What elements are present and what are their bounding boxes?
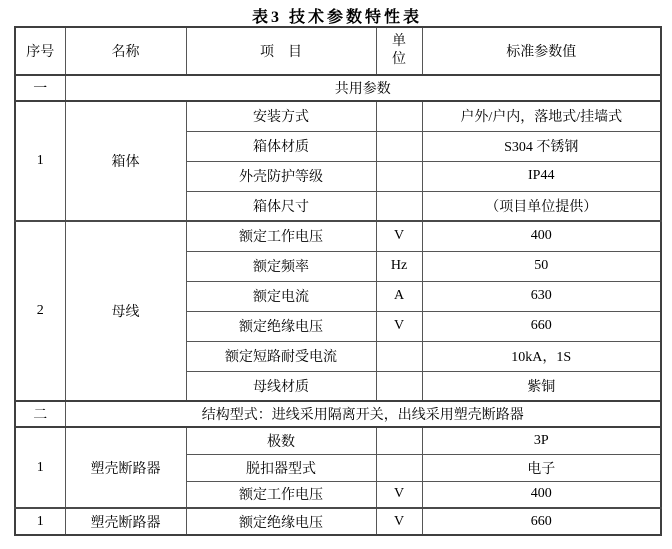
header-cell-name: 名称 bbox=[65, 27, 186, 75]
cell-unit: V bbox=[376, 481, 422, 508]
cell-unit bbox=[376, 161, 422, 191]
header-cell-unit bbox=[376, 27, 422, 75]
cell-item: 极数 bbox=[186, 427, 376, 454]
group1-no: 1 bbox=[15, 101, 65, 221]
cell-unit bbox=[376, 341, 422, 371]
cell-item: 额定工作电压 bbox=[186, 481, 376, 508]
group1-name: 箱体 bbox=[65, 101, 186, 221]
section1-label: 共用参数 bbox=[65, 75, 661, 101]
cell-value: 400 bbox=[422, 221, 661, 251]
cell-item: 额定电流 bbox=[186, 281, 376, 311]
cell-item: 箱体材质 bbox=[186, 131, 376, 161]
group3-no: 1 bbox=[15, 427, 65, 508]
table-title: 表3 技术参数特性表 bbox=[251, 9, 422, 26]
cell-value: IP44 bbox=[422, 161, 661, 191]
cell-value: 电子 bbox=[422, 454, 661, 481]
cell-unit bbox=[376, 427, 422, 454]
group2-name: 母线 bbox=[65, 221, 186, 401]
table-row bbox=[15, 101, 661, 131]
cell-value: 660 bbox=[422, 311, 661, 341]
cell-value: 3P bbox=[422, 427, 661, 454]
section1-no: 一 bbox=[15, 75, 65, 101]
cell-unit bbox=[376, 131, 422, 161]
cell-value: 户外/户内，落地式/挂墙式 bbox=[422, 101, 661, 131]
cell-value: 50 bbox=[422, 251, 661, 281]
cell-value: 10kA，1S bbox=[422, 341, 661, 371]
cell-unit bbox=[376, 101, 422, 131]
header-cell-no: 序号 bbox=[15, 27, 65, 75]
cell-item: 箱体尺寸 bbox=[186, 191, 376, 221]
table-row bbox=[15, 427, 661, 454]
cell-value: 630 bbox=[422, 281, 661, 311]
group4-no: 1 bbox=[15, 508, 65, 535]
cell-item: 安装方式 bbox=[186, 101, 376, 131]
cell-item: 额定工作电压 bbox=[186, 221, 376, 251]
cell-unit bbox=[376, 191, 422, 221]
cell-unit: V bbox=[376, 508, 422, 535]
cell-unit: V bbox=[376, 221, 422, 251]
cell-unit bbox=[376, 454, 422, 481]
section-row-1 bbox=[15, 75, 661, 101]
section2-no: 二 bbox=[15, 401, 65, 427]
cell-item: 母线材质 bbox=[186, 371, 376, 401]
cell-value: 400 bbox=[422, 481, 661, 508]
table-row bbox=[15, 221, 661, 251]
header-unit-label: 单位 bbox=[392, 33, 406, 67]
section-row-2 bbox=[15, 401, 661, 427]
cell-value: （项目单位提供） bbox=[422, 191, 661, 221]
group3-name: 塑壳断路器 bbox=[65, 427, 186, 508]
table-row bbox=[15, 508, 661, 535]
cell-item: 额定绝缘电压 bbox=[186, 508, 376, 535]
cell-value: S304 不锈钢 bbox=[422, 131, 661, 161]
header-cell-item: 项 目 bbox=[186, 27, 376, 75]
section2-label: 结构型式：进线采用隔离开关，出线采用塑壳断路器 bbox=[65, 401, 661, 427]
cell-item: 外壳防护等级 bbox=[186, 161, 376, 191]
cell-value: 紫铜 bbox=[422, 371, 661, 401]
technical-parameter-table bbox=[14, 26, 662, 536]
header-cell-value: 标准参数值 bbox=[422, 27, 661, 75]
cell-unit: Hz bbox=[376, 251, 422, 281]
group2-no: 2 bbox=[15, 221, 65, 401]
cell-item: 脱扣器型式 bbox=[186, 454, 376, 481]
cell-item: 额定频率 bbox=[186, 251, 376, 281]
cell-value: 660 bbox=[422, 508, 661, 535]
cell-unit: A bbox=[376, 281, 422, 311]
cell-unit bbox=[376, 371, 422, 401]
cell-unit: V bbox=[376, 311, 422, 341]
cell-item: 额定绝缘电压 bbox=[186, 311, 376, 341]
header-row bbox=[15, 27, 661, 75]
group4-name: 塑壳断路器 bbox=[65, 508, 186, 535]
cell-item: 额定短路耐受电流 bbox=[186, 341, 376, 371]
